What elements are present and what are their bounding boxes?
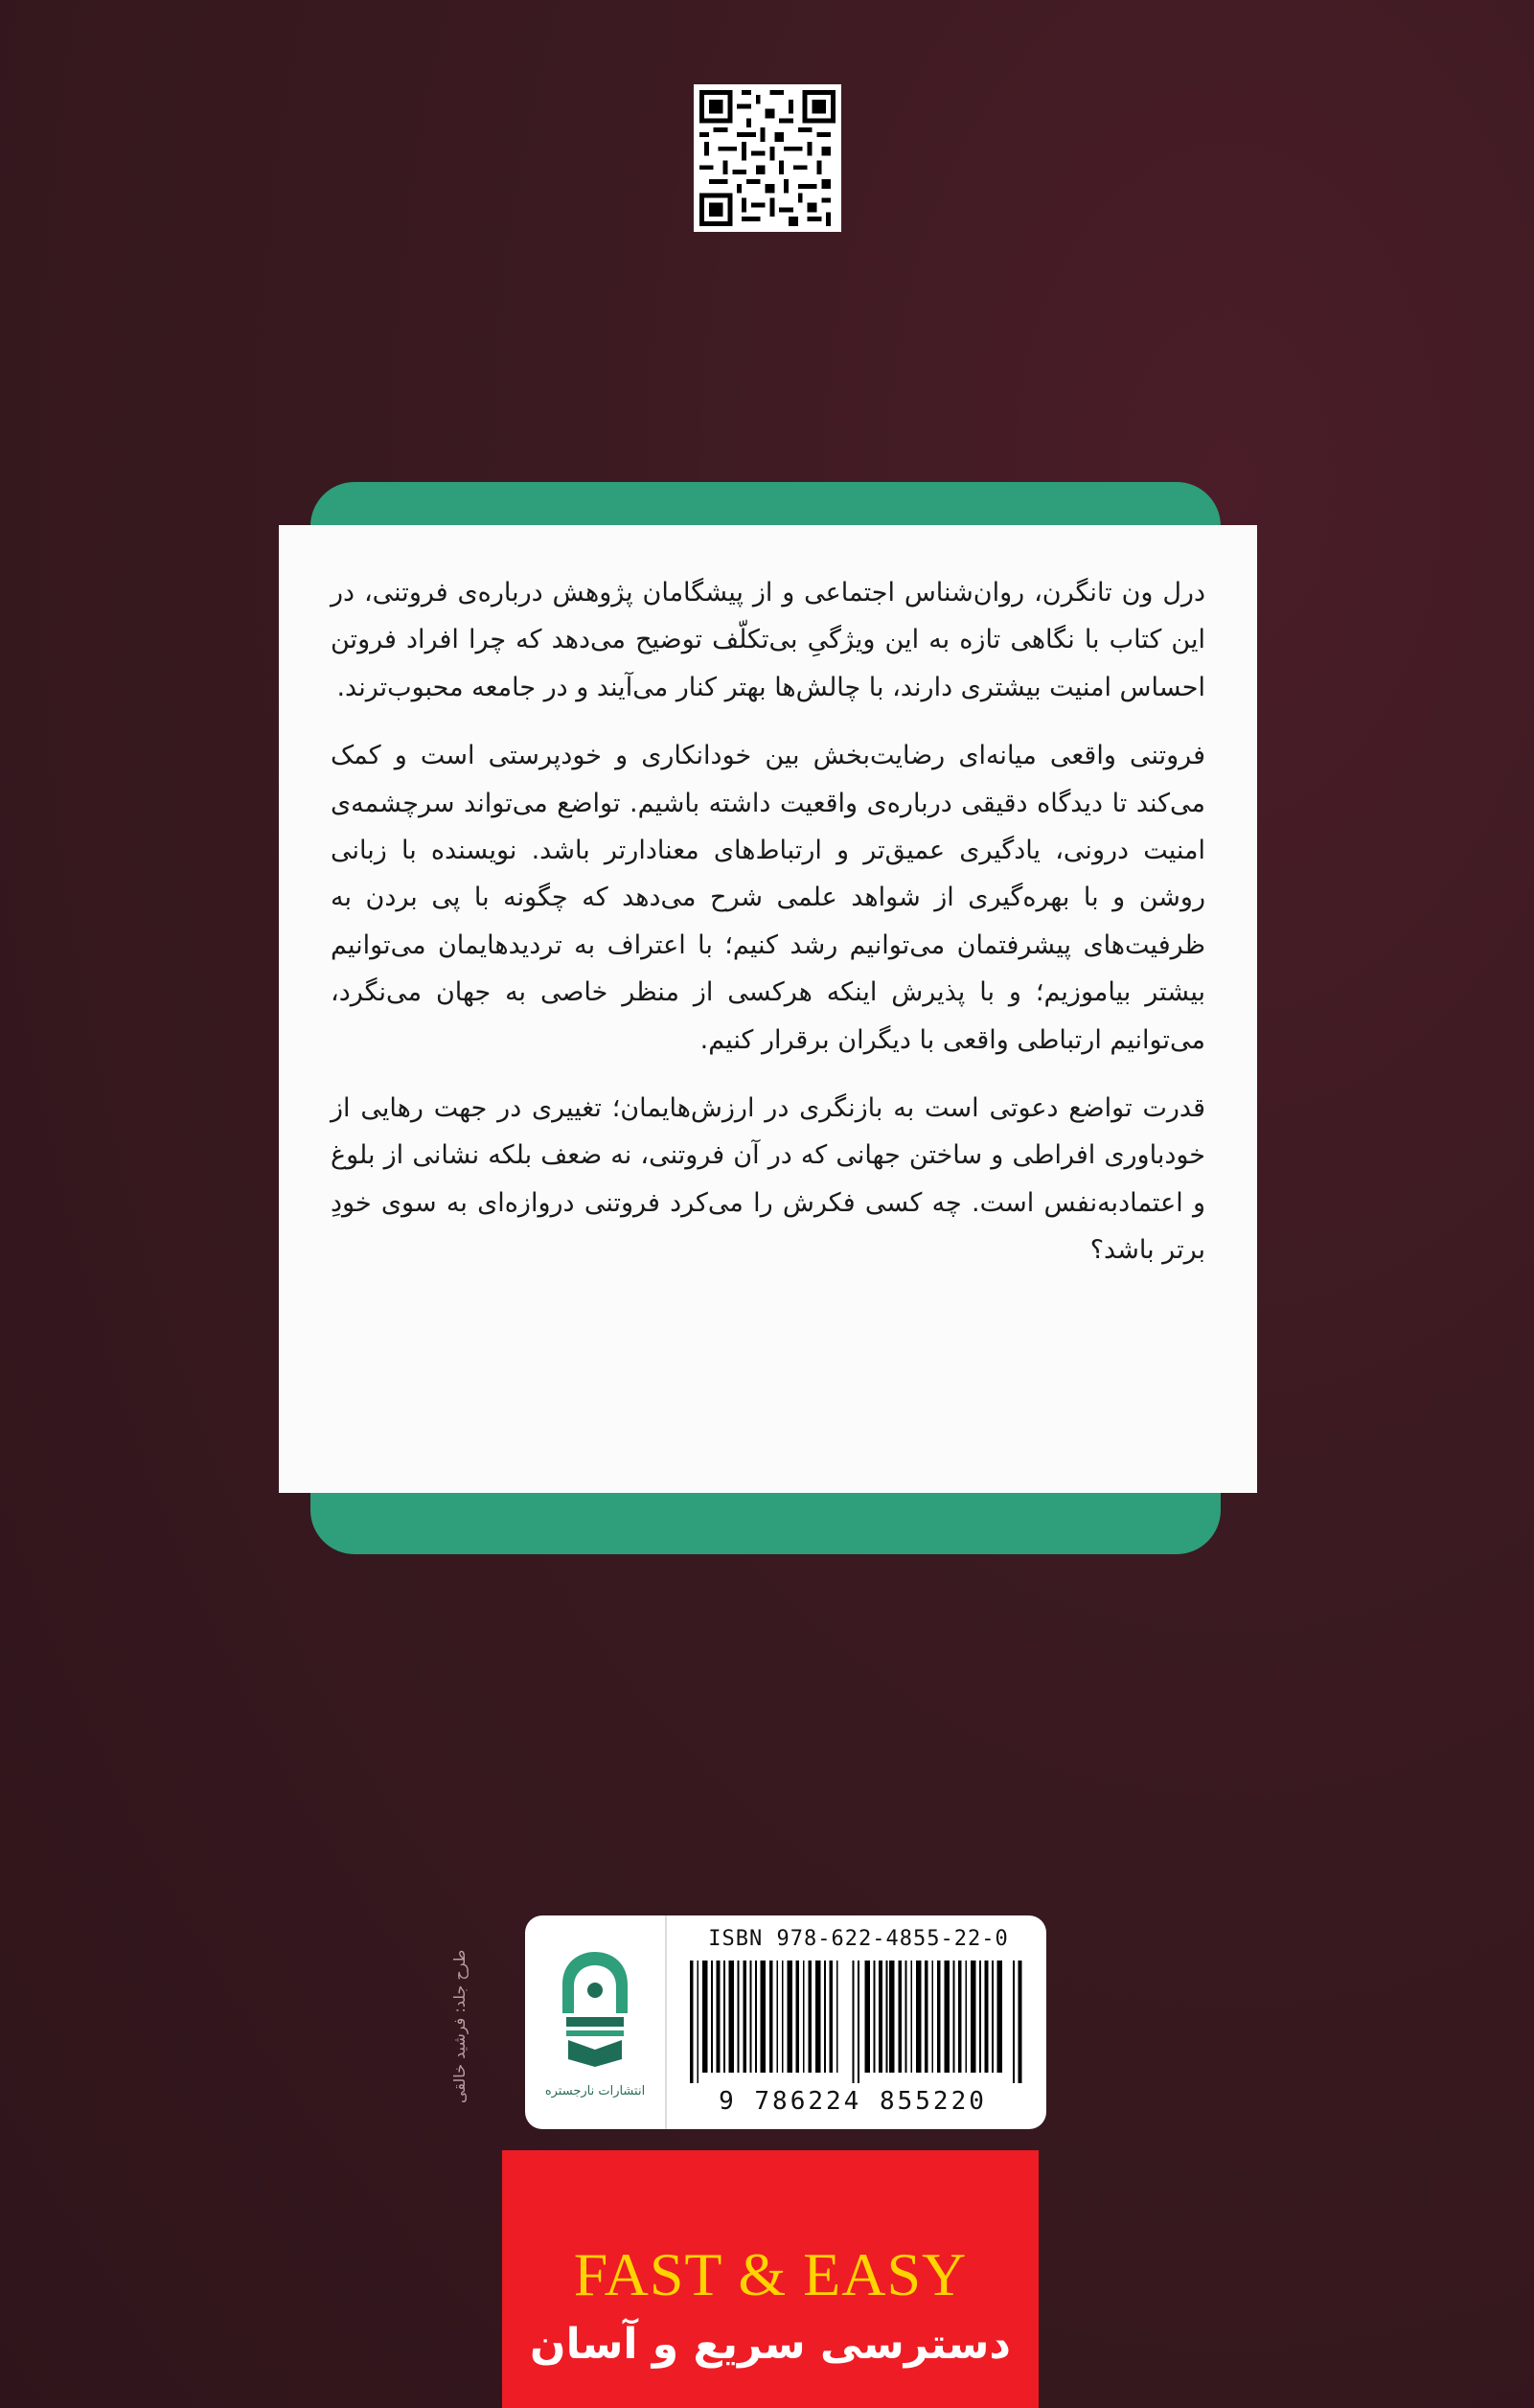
publisher-logo-icon — [549, 1946, 641, 2080]
publisher-logo — [525, 1915, 667, 2129]
badge-english-title: FAST & EASY — [573, 2240, 968, 2309]
fast-easy-badge — [502, 2150, 1039, 2408]
blurb-paragraph: فروتنی واقعی میانه‌ای رضایت‌بخش بین خودانکاری و خودپرستی است و کمک می‌کند تا دیدگاه دقیقی درباره‌ی واقعیت داشته باشیم. تواضع می‌تواند سرچشمه‌ی امنیت درونی، یادگیری عمیق‌تر و ارتباط‌های معنادارتر باشد. نویسنده با زبانی روشن و با بهره‌گیری از شواهد علمی شرح می‌دهد که چگونه با پی بردن به ظرفیت‌های پیشرفتمان می‌توانیم رشد کنیم؛ با اعتراف به تردیدهایمان می‌توانیم بیشتر بیاموزیم؛ و با پذیرش اینکه هرکسی از منظر خاصی به جهان می‌نگرد، می‌توانیم ارتباطی واقعی با دیگران برقرار کنیم. — [331, 741, 1205, 1055]
publisher-name: انتشارات نارجستره — [544, 2084, 646, 2098]
barcode-icon[interactable] — [690, 1961, 1025, 2083]
blurb-paragraph: قدرت تواضع دعوتی است به بازنگری در ارزش‌هایمان؛ تغییری در جهت رهایی از خودباوری افراطی و ساختن جهانی که در آن فروتنی، نه ضعف بلکه نشانی از بلوغ و اعتمادبه‌نفس است. چه کسی فکرش را می‌کرد فروتنی دروازه‌ای به سوی خودِ برتر باشد؟ — [331, 1093, 1205, 1266]
isbn-label: ISBN 978-622-4855-22-0 — [708, 1927, 1009, 1951]
qr-code-icon[interactable] — [694, 84, 841, 232]
barcode-digits: 9 786224 855220 — [719, 2087, 987, 2116]
badge-persian-title: دسترسی سریع و آسان — [530, 2319, 1011, 2369]
blurb-paragraph: درل ون تانگرن، روان‌شناس اجتماعی و از پیشگامان پژوهش درباره‌ی فروتنی، در این کتاب با نگاهی تازه به این ویژگیِ بی‌تکلّف توضیح می‌دهد که چرا افراد فروتن احساس امنیت بیشتری دارند، با چالش‌ها بهتر کنار می‌آیند و در جامعه محبوب‌ترند. — [331, 578, 1205, 702]
cover-designer-credit: طرح جلد: فرشید خالقی — [450, 1949, 469, 2104]
blurb-panel — [279, 525, 1257, 1493]
